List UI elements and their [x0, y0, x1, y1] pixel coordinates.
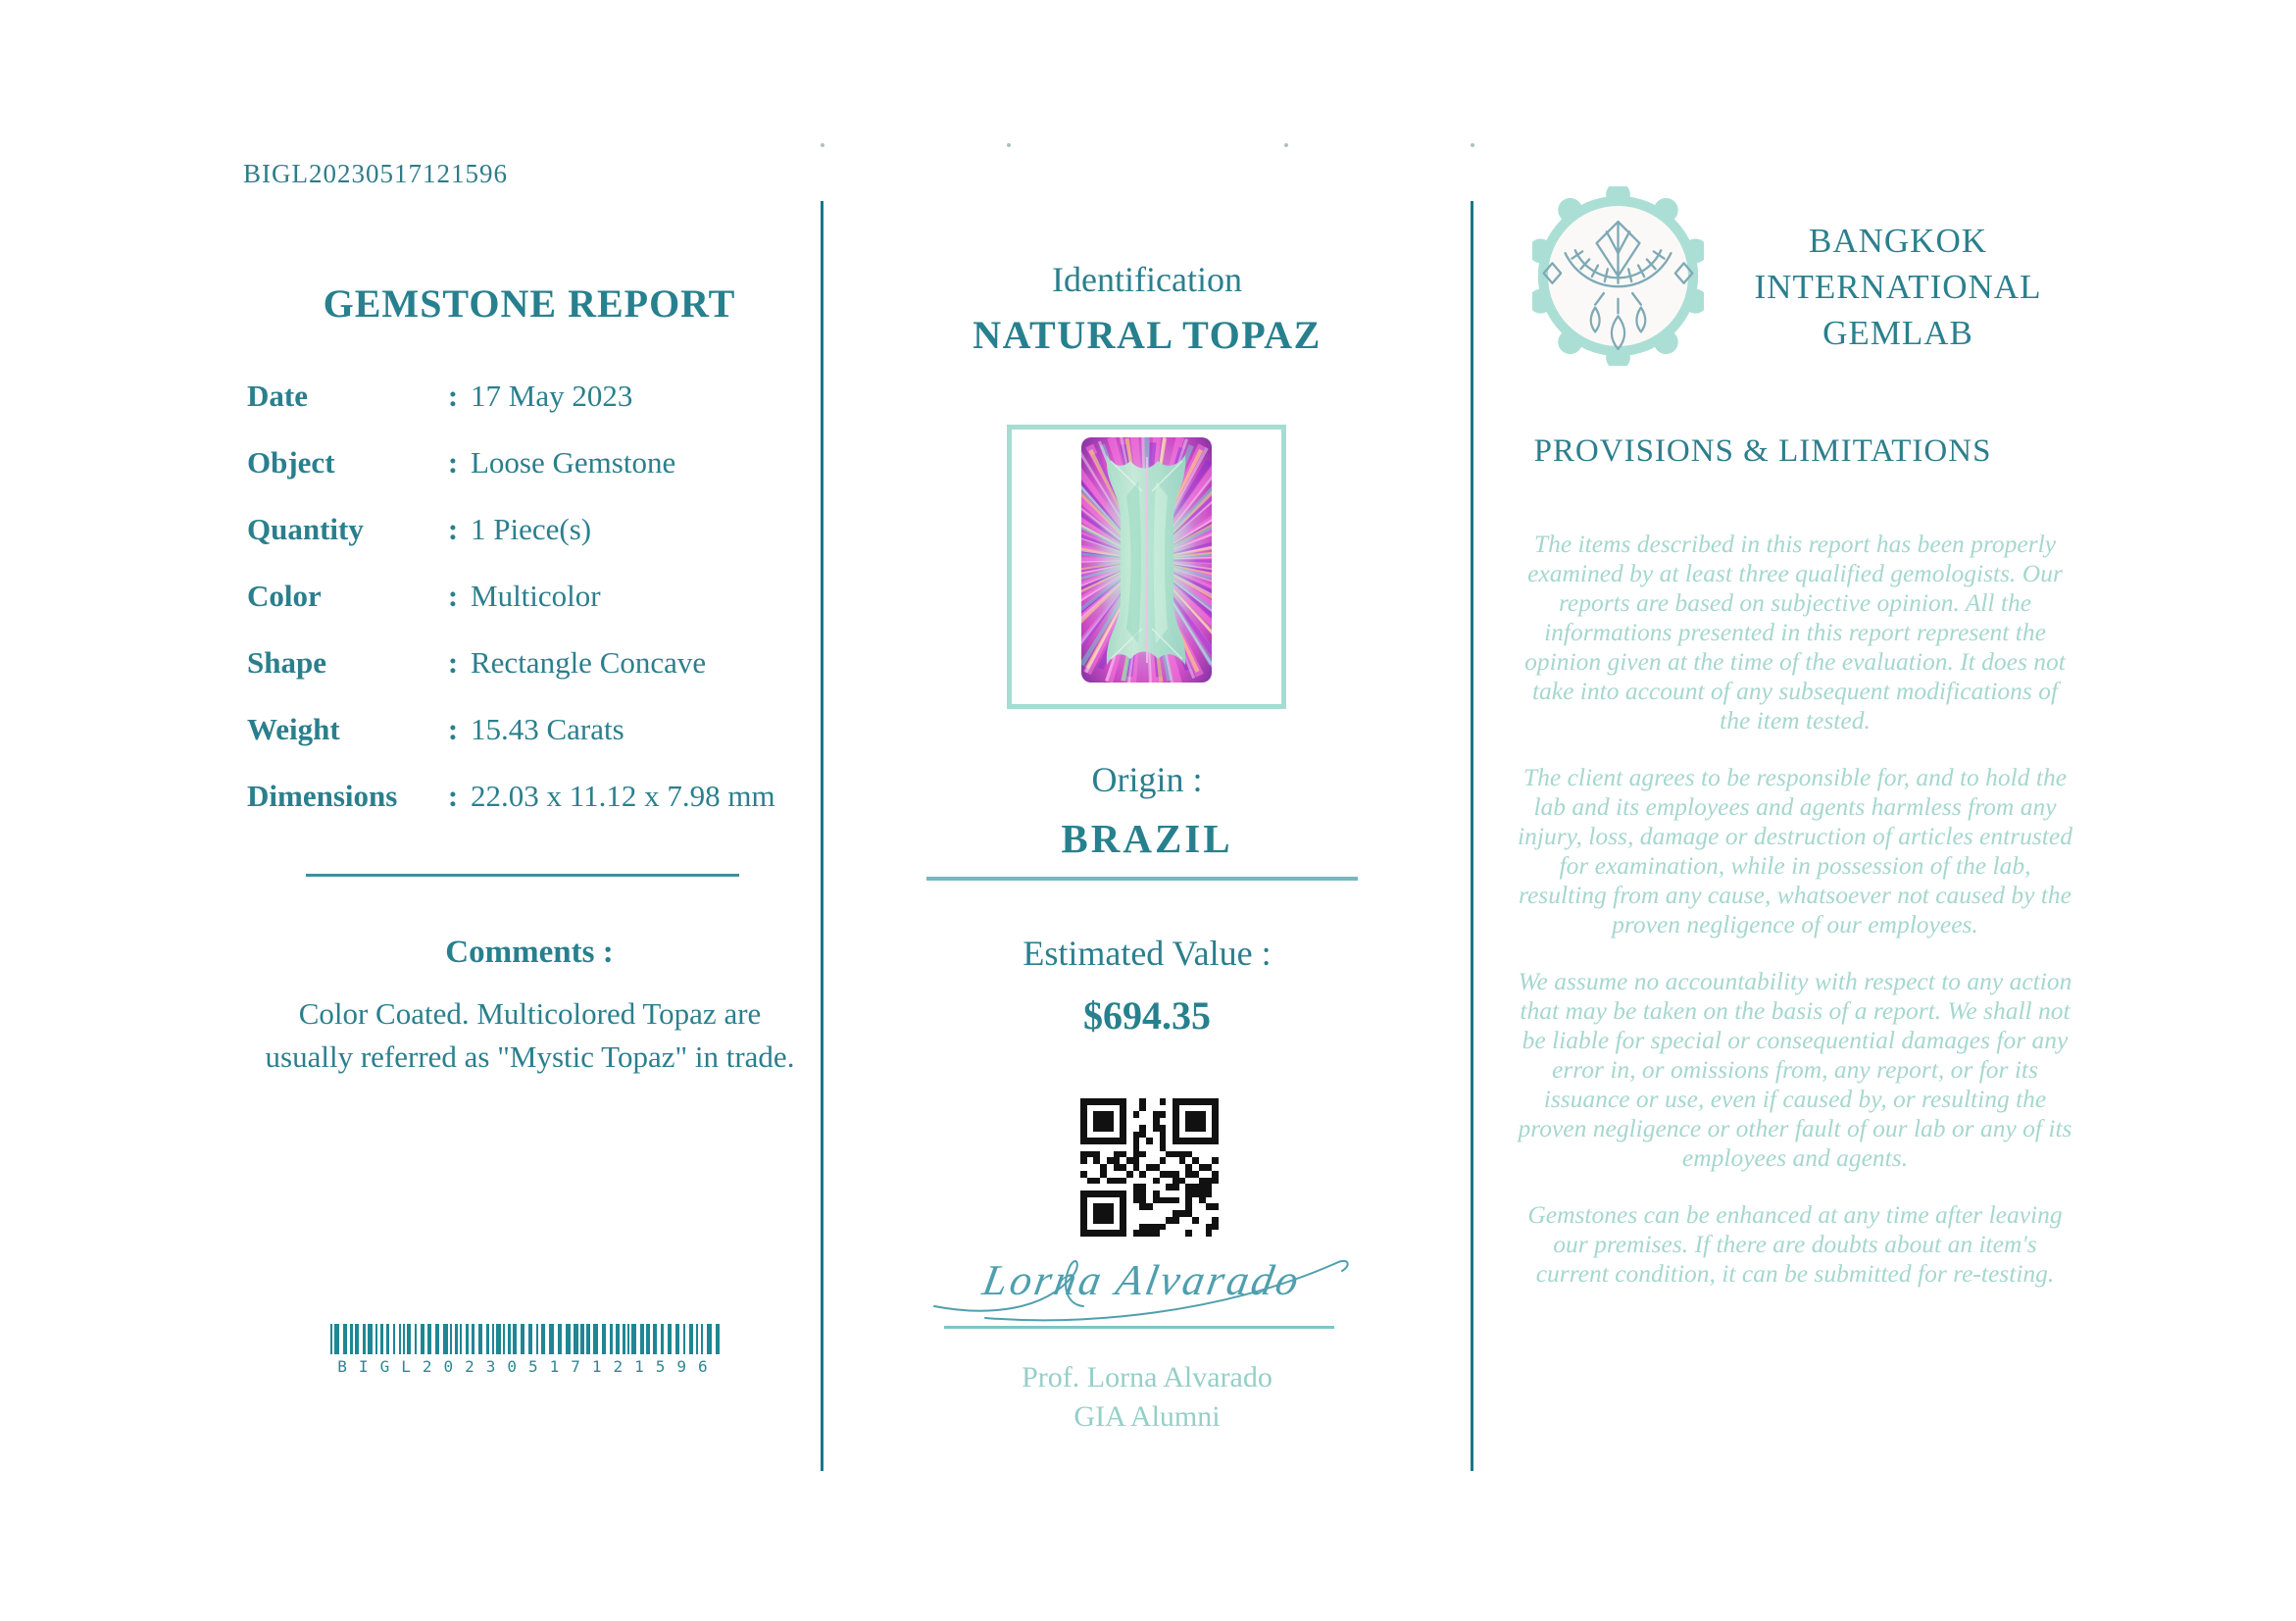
field-row-dimensions — [247, 781, 816, 812]
barcode-bar — [486, 1324, 489, 1354]
barcode-bar — [602, 1324, 606, 1354]
barcode-bar — [427, 1324, 431, 1354]
barcode-bar — [640, 1324, 644, 1354]
barcode-bar — [668, 1324, 672, 1354]
lab-name-line: INTERNATIONAL — [1754, 268, 2042, 306]
barcode-bar — [355, 1324, 359, 1354]
identification-value: NATURAL TOPAZ — [973, 313, 1322, 357]
barcode-bar — [330, 1324, 332, 1354]
report-title: GEMSTONE REPORT — [323, 281, 736, 326]
barcode-bar — [403, 1324, 405, 1354]
provisions-heading: PROVISIONS & LIMITATIONS — [1533, 433, 1992, 469]
barcode-bar — [513, 1324, 517, 1354]
qr-code — [1080, 1098, 1219, 1237]
field-separator: : — [447, 579, 459, 613]
barcode-bar — [508, 1324, 511, 1354]
barcode-bar — [683, 1324, 685, 1354]
field-row-weight — [247, 714, 816, 745]
signatory-credential: GIA Alumni — [1073, 1400, 1221, 1433]
barcode-bar — [503, 1324, 505, 1354]
field-label: Dimensions — [247, 779, 398, 813]
registration-dot — [821, 143, 824, 147]
barcode — [330, 1324, 726, 1376]
field-value: Loose Gemstone — [471, 445, 676, 480]
origin-heading: Origin : — [1091, 760, 1203, 799]
field-value: 1 Piece(s) — [471, 512, 592, 546]
barcode-bar — [435, 1324, 439, 1354]
provisions-paragraph: Gemstones can be enhanced at any time after leaving our premises. If there are doubts about an item's current condition, it can be submitted for re-testing. — [1527, 1200, 2063, 1288]
barcode-bar — [541, 1324, 545, 1354]
lab-name-line: BANGKOK — [1809, 222, 1987, 260]
barcode-bar — [393, 1324, 395, 1354]
field-label: Date — [247, 379, 308, 413]
gemlab-logo — [1532, 186, 1704, 371]
barcode-bar — [707, 1324, 712, 1354]
field-label: Weight — [247, 712, 340, 746]
identification-heading: Identification — [1052, 260, 1242, 299]
barcode-bar — [593, 1324, 598, 1354]
registration-dot — [1471, 143, 1474, 147]
provisions-paragraphs — [1518, 530, 2072, 1316]
registration-dot — [1007, 143, 1011, 147]
field-label: Object — [247, 445, 335, 480]
barcode-bar — [566, 1324, 571, 1354]
field-separator: : — [447, 512, 459, 546]
barcode-bar — [421, 1324, 424, 1354]
lab-name-line: GEMLAB — [1822, 314, 1973, 352]
barcode-bar — [472, 1324, 474, 1354]
barcode-bar — [450, 1324, 452, 1354]
field-value: 17 May 2023 — [471, 379, 633, 413]
barcode-bar — [696, 1324, 698, 1354]
field-separator: : — [447, 779, 459, 813]
barcode-bar — [407, 1324, 411, 1354]
barcode-bar — [536, 1324, 538, 1354]
barcode-bar — [574, 1324, 578, 1354]
report-number: BIGL20230517121596 — [243, 159, 508, 188]
barcode-bar — [646, 1324, 650, 1354]
column-divider-right — [1471, 201, 1473, 1471]
comments-body: Color Coated. Multicolored Topaz are usually referred as "Mystic Topaz" in trade. — [265, 996, 795, 1074]
barcode-bar — [350, 1324, 353, 1354]
barcode-bars — [330, 1324, 726, 1354]
barcode-bar — [466, 1324, 469, 1354]
barcode-bar — [716, 1324, 720, 1354]
barcode-bar — [586, 1324, 590, 1354]
barcode-bar — [496, 1324, 501, 1354]
barcode-bar — [528, 1324, 532, 1354]
field-row-quantity — [247, 514, 816, 545]
field-separator: : — [447, 445, 459, 480]
field-row-color — [247, 581, 816, 612]
barcode-bar — [701, 1324, 703, 1354]
barcode-bar — [558, 1324, 562, 1354]
gemstone-photo-frame — [1007, 425, 1286, 709]
field-separator: : — [447, 645, 459, 680]
field-label: Color — [247, 579, 322, 613]
provisions-paragraph: The items described in this report has been properly examined by at least three qualified gemologists. Our reports are based on subjective opinion. All the informations presented in this report represent the opinion given at the time of the evaluation. It does not take into account of any subsequent modifications of the item tested. — [1524, 530, 2066, 735]
barcode-bar — [653, 1324, 657, 1354]
provisions-paragraph: We assume no accountability with respect to any action that may be taken on the basis of a report. We shall not be liable for special or consequential damages for any error in, or omissions from, any report, or for its issuance or use, even if caused by, or resulting the proven negligence or other fault of our lab or any of its employees and agents. — [1518, 967, 2072, 1172]
barcode-bar — [334, 1324, 339, 1354]
field-label: Shape — [247, 645, 326, 680]
barcode-bar — [375, 1324, 377, 1354]
barcode-bar — [460, 1324, 462, 1354]
column-divider-left — [821, 201, 824, 1471]
barcode-bar — [368, 1324, 373, 1354]
gemstone-fields — [247, 380, 816, 847]
field-row-date — [247, 380, 816, 412]
barcode-bar — [623, 1324, 625, 1354]
barcode-bar — [386, 1324, 389, 1354]
center-section-divider — [926, 877, 1358, 881]
field-separator: : — [447, 712, 459, 746]
lab-name — [1722, 218, 2074, 356]
signature-line — [944, 1326, 1334, 1329]
origin-value: BRAZIL — [1061, 816, 1233, 861]
field-value: 15.43 Carats — [471, 712, 624, 746]
field-label: Quantity — [247, 512, 364, 546]
barcode-bar — [549, 1324, 554, 1354]
barcode-bar — [455, 1324, 458, 1354]
gemlab-badge-icon — [1532, 186, 1704, 366]
registration-dot — [1284, 143, 1288, 147]
barcode-bar — [343, 1324, 347, 1354]
barcode-bar — [363, 1324, 366, 1354]
barcode-bar — [631, 1324, 636, 1354]
barcode-bar — [661, 1324, 664, 1354]
barcode-bar — [610, 1324, 613, 1354]
field-value: 22.03 x 11.12 x 7.98 mm — [471, 779, 775, 813]
signature-script: Lorna Alvarado — [978, 1256, 1306, 1304]
barcode-bar — [616, 1324, 620, 1354]
barcode-bar — [492, 1324, 494, 1354]
signature — [926, 1241, 1358, 1328]
signatory-name: Prof. Lorna Alvarado — [1022, 1361, 1273, 1393]
field-value: Multicolor — [471, 579, 601, 613]
estimated-value-heading: Estimated Value : — [1023, 934, 1272, 973]
barcode-bar — [689, 1324, 693, 1354]
field-separator: : — [447, 379, 459, 413]
gemstone-photo — [1081, 437, 1212, 683]
field-value: Rectangle Concave — [471, 645, 707, 680]
barcode-bar — [415, 1324, 417, 1354]
barcode-bar — [580, 1324, 584, 1354]
barcode-bar — [675, 1324, 679, 1354]
left-section-divider — [306, 874, 739, 877]
field-row-shape — [247, 647, 816, 679]
barcode-label: BIGL20230517121596 — [337, 1357, 720, 1376]
estimated-value-amount: $694.35 — [1083, 993, 1211, 1038]
barcode-bar — [521, 1324, 524, 1354]
field-row-object — [247, 447, 816, 479]
barcode-bar — [478, 1324, 482, 1354]
provisions-paragraph: The client agrees to be responsible for, and to hold the lab and its employees and agents harmless from any injury, loss, damage or destruction of articles entrusted for examination, while in possession of the lab, resulting from any cause, whatsoever not caused by the proven negligence of our employees. — [1518, 763, 2072, 938]
barcode-bar — [443, 1324, 448, 1354]
barcode-bar — [380, 1324, 383, 1354]
barcode-bar — [399, 1324, 401, 1354]
comments-heading: Comments : — [445, 935, 614, 970]
barcode-bar — [627, 1324, 629, 1354]
